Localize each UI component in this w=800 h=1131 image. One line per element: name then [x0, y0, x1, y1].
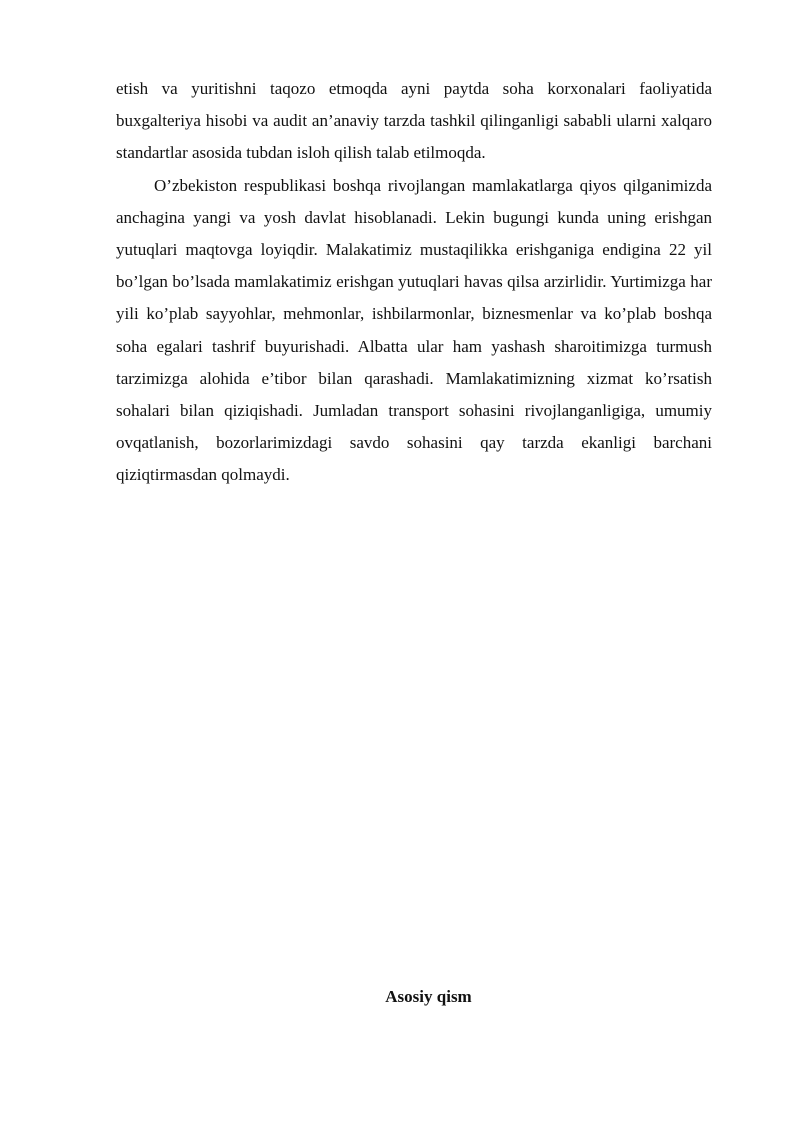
paragraph-uzbekistan: O’zbekiston respublikasi boshqa rivojlangan mamlakatlarga qiyos qilganimizda anchagina yangi va yosh davlat hisoblanadi. Lekin bugungi kunda uning erishgan yutuqlari maqtovga loyiqdir. Malakatimiz mustaqilikka erishganiga endigina 22 yil bo’lgan bo’lsada mamlakatimiz erishgan yutuqlari havas qilsa arzirlidir. Yurtimizga har yili ko’plab sayyohlar, mehmonlar, ishbilarmonlar, biznesmenlar va ko’plab boshqa soha egalari tashrif buyurishadi. Albatta ular ham yashash sharoitimizga turmush tarzimizga alohida e’tibor bilan qarashadi. Mamlakatimizning xizmat ko’rsatish sohalari bilan qiziqishadi. Jumladan transport sohasini rivojlanganligiga, umumiy ovqatlanish, bozorlarimizdagi savdo sohasini qay tarzda ekanligi barchani qiziqtirmasdan qolmaydi.: [116, 175, 712, 485]
section-heading: Asosiy qism: [385, 987, 472, 1006]
body-text: [116, 73, 712, 492]
paragraph-continuation: etish va yuritishni taqozo etmoqda ayni paytda soha korxonalari faoliyatida buxgalteriya hisobi va audit an’anaviy tarzda tashkil qilinganligi sababli ularni xalqaro standartlar asosida tubdan isloh qilish talab etilmoqda.: [116, 79, 712, 163]
